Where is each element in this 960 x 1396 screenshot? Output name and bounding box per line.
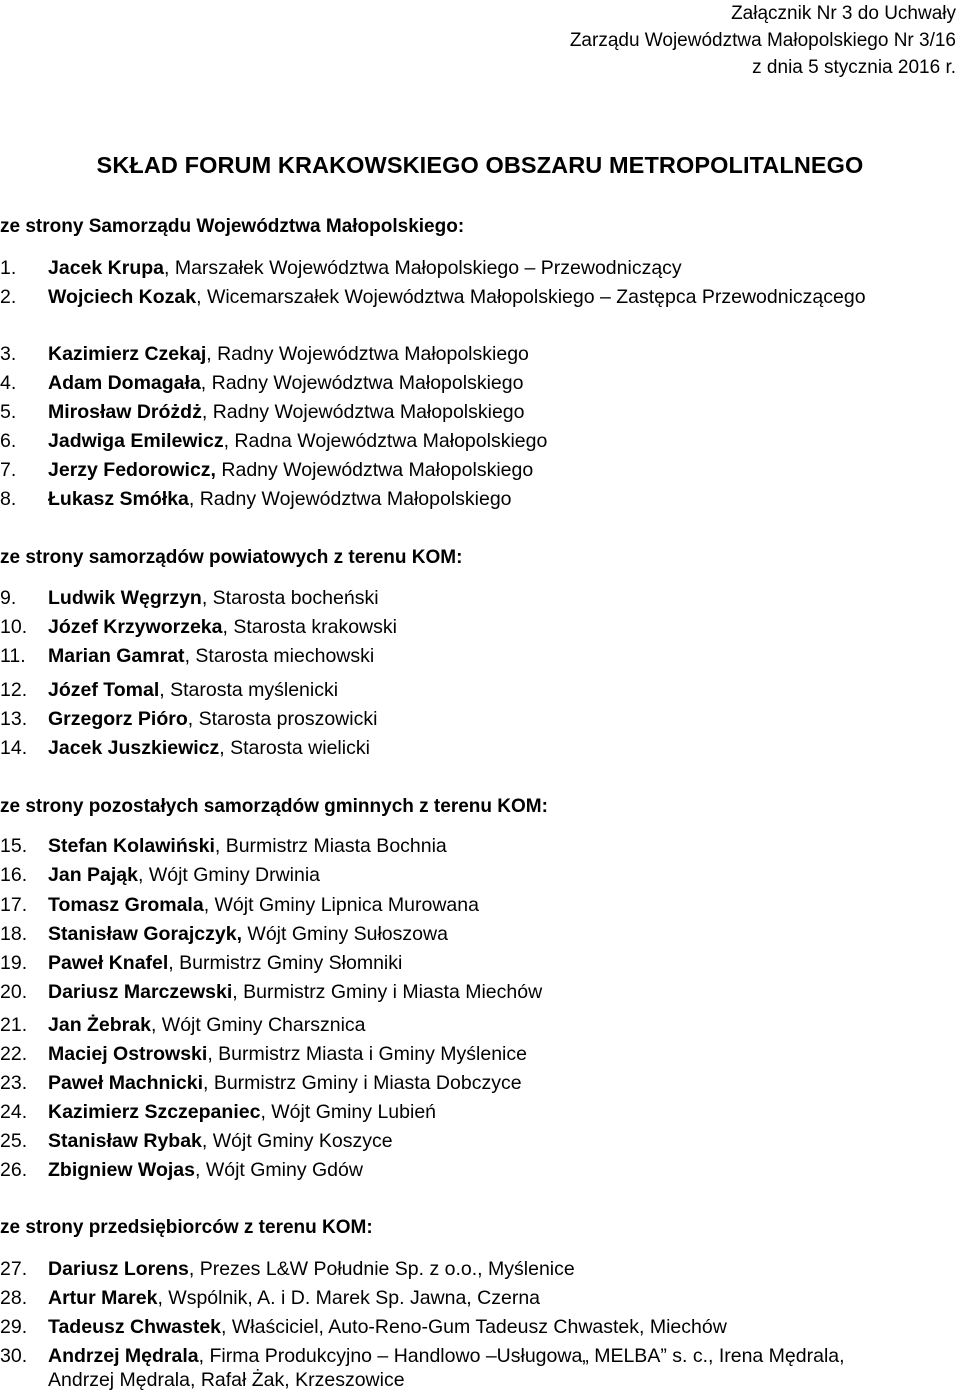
member-role: , Wójt Gminy Lipnica Murowana [203,894,479,916]
member-name: Kazimierz Szczepaniec [48,1101,261,1123]
list-item [0,893,479,917]
item-number: 26. [0,1159,28,1181]
member-name: Andrzej Mędrala [48,1345,199,1367]
member-role: , Wójt Gminy Lubień [260,1101,437,1123]
member-name: Artur Marek [48,1287,158,1309]
section-heading: ze strony przedsiębiorców z terenu KOM: [0,1217,373,1238]
item-number: 23. [0,1072,28,1094]
header-line-1: Załącznik Nr 3 do Uchwały [731,3,956,24]
item-number: 13. [0,708,28,730]
member-role: , Wicemarszałek Województwa Małopolskiego – Zastępca Przewodniczącego [196,286,866,308]
member-role: , Starosta myślenicki [159,679,339,701]
member-name: Adam Domagała [48,372,201,394]
list-item [0,980,542,1004]
item-number: 16. [0,864,28,886]
list-item [0,1257,575,1281]
member-name: Dariusz Marczewski [48,981,233,1003]
member-name: Grzegorz Pióro [48,708,188,730]
member-role: , Burmistrz Gminy i Miasta Dobczyce [202,1072,522,1094]
list-item [0,678,338,702]
list-item [0,586,379,610]
list-item [0,1100,436,1124]
member-role: Radny Województwa Małopolskiego [215,459,534,481]
item-number: 18. [0,923,28,945]
member-role: , Burmistrz Gminy Słomniki [168,952,403,974]
item-number: 6. [0,430,17,452]
member-role: , Starosta miechowski [184,645,375,667]
item-number: 14. [0,737,28,759]
member-role: , Prezes L&W Południe Sp. z o.o., Myślenice [188,1258,575,1280]
member-role: , Burmistrz Miasta Bochnia [214,835,447,857]
member-role: Wójt Gminy Sułoszowa [242,923,448,945]
list-item [0,1042,527,1066]
item-number: 22. [0,1043,28,1065]
member-name: Tadeusz Chwastek [48,1316,222,1338]
member-name: Jan Pająk [48,864,138,886]
list-item [0,644,374,668]
member-role: , Radny Województwa Małopolskiego [201,401,525,423]
list-item [0,951,402,975]
item-number: 4. [0,372,17,394]
member-name: Jerzy Fedorowicz, [48,459,216,481]
list-item [0,1158,363,1182]
member-name: Paweł Knafel [48,952,169,974]
member-name: Paweł Machnicki [48,1072,203,1094]
member-name: Stanisław Rybak [48,1130,202,1152]
section-heading: ze strony samorządów powiatowych z terenu KOM: [0,547,463,568]
item-number: 3. [0,343,17,365]
item-number: 21. [0,1014,28,1036]
item-number: 29. [0,1316,28,1338]
item-number: 27. [0,1258,28,1280]
member-name: Jacek Krupa [48,257,164,279]
member-name: Zbigniew Wojas [48,1159,195,1181]
member-role: , Radna Województwa Małopolskiego [223,430,548,452]
header-line-3: z dnia 5 stycznia 2016 r. [752,57,956,78]
member-name: Dariusz Lorens [48,1258,189,1280]
item-number: 7. [0,459,17,481]
list-item [0,615,397,639]
member-role: , Burmistrz Miasta i Gminy Myślenice [207,1043,527,1065]
member-role: , Starosta wielicki [219,737,370,759]
member-role: , Firma Produkcyjno – Handlowo –Usługowa„ MELBA” s. c., Irena Mędrala, [198,1345,845,1367]
member-role: , Wójt Gminy Drwinia [137,864,321,886]
item-number: 2. [0,286,17,308]
list-item [0,863,320,887]
list-item [0,1129,393,1153]
list-item [0,256,682,280]
item-number: 12. [0,679,28,701]
item-number: 25. [0,1130,28,1152]
item-number: 28. [0,1287,28,1309]
item-number: 10. [0,616,28,638]
member-name: Maciej Ostrowski [48,1043,208,1065]
list-item [0,1013,366,1037]
list-item [0,707,377,731]
item-number: 19. [0,952,28,974]
member-role: , Wspólnik, A. i D. Marek Sp. Jawna, Czerna [157,1287,541,1309]
list-item [0,922,448,946]
list-item [0,429,547,453]
member-role: , Wójt Gminy Gdów [194,1159,363,1181]
list-item [0,736,370,760]
member-role: , Starosta proszowicki [187,708,378,730]
member-name: Tomasz Gromala [48,894,204,916]
member-role: , Marszałek Województwa Małopolskiego – Przewodniczący [163,257,682,279]
member-name: Jan Żebrak [48,1014,151,1036]
item-number: 11. [0,645,26,667]
list-item [0,1315,727,1339]
member-role: , Starosta krakowski [222,616,397,638]
list-item [0,400,525,424]
member-name: Wojciech Kozak [48,286,197,308]
list-item [0,1071,522,1095]
list-item [0,342,529,366]
item-number: 15. [0,835,28,857]
item-number: 1. [0,257,17,279]
member-name: Józef Krzyworzeka [48,616,223,638]
member-name: Kazimierz Czekaj [48,343,207,365]
header-line-2: Zarządu Województwa Małopolskiego Nr 3/16 [569,30,956,51]
member-role-continuation: Andrzej Mędrala, Rafał Żak, Krzeszowice [48,1369,405,1391]
member-role: , Radny Województwa Małopolskiego [200,372,524,394]
list-item [0,371,523,395]
list-item [0,1286,540,1310]
member-name: Jacek Juszkiewicz [48,737,220,759]
member-name: Stefan Kolawiński [48,835,215,857]
item-number: 5. [0,401,17,423]
member-role: , Właściciel, Auto-Reno-Gum Tadeusz Chwastek, Miechów [221,1316,727,1338]
item-number: 24. [0,1101,28,1123]
member-role: , Wójt Gminy Charsznica [150,1014,366,1036]
item-number: 30. [0,1345,28,1367]
section-heading: ze strony pozostałych samorządów gminnych z terenu KOM: [0,796,548,817]
member-name: Marian Gamrat [48,645,185,667]
list-item [0,458,533,482]
member-name: Łukasz Smółka [48,488,189,510]
item-number: 20. [0,981,28,1003]
attachment-header [436,0,956,81]
member-role: , Radny Województwa Małopolskiego [206,343,529,365]
member-role: , Radny Województwa Małopolskiego [188,488,512,510]
list-item [0,285,866,309]
item-number: 17. [0,894,28,916]
member-role: , Burmistrz Gminy i Miasta Miechów [232,981,543,1003]
member-role: , Wójt Gminy Koszyce [201,1130,393,1152]
list-item [0,834,447,858]
member-name: Jadwiga Emilewicz [48,430,224,452]
document-title: SKŁAD FORUM KRAKOWSKIEGO OBSZARU METROPOLITALNEGO [96,152,864,178]
member-name: Stanisław Gorajczyk, [48,923,243,945]
list-item [0,1344,845,1391]
member-name: Mirosław Dróżdż [48,401,202,423]
item-number: 8. [0,488,17,510]
member-role: , Starosta bocheński [201,587,379,609]
section-heading: ze strony Samorządu Województwa Małopolskiego: [0,216,465,237]
list-item [0,487,512,511]
item-number: 9. [0,587,17,609]
member-name: Ludwik Węgrzyn [48,587,202,609]
member-name: Józef Tomal [48,679,160,701]
